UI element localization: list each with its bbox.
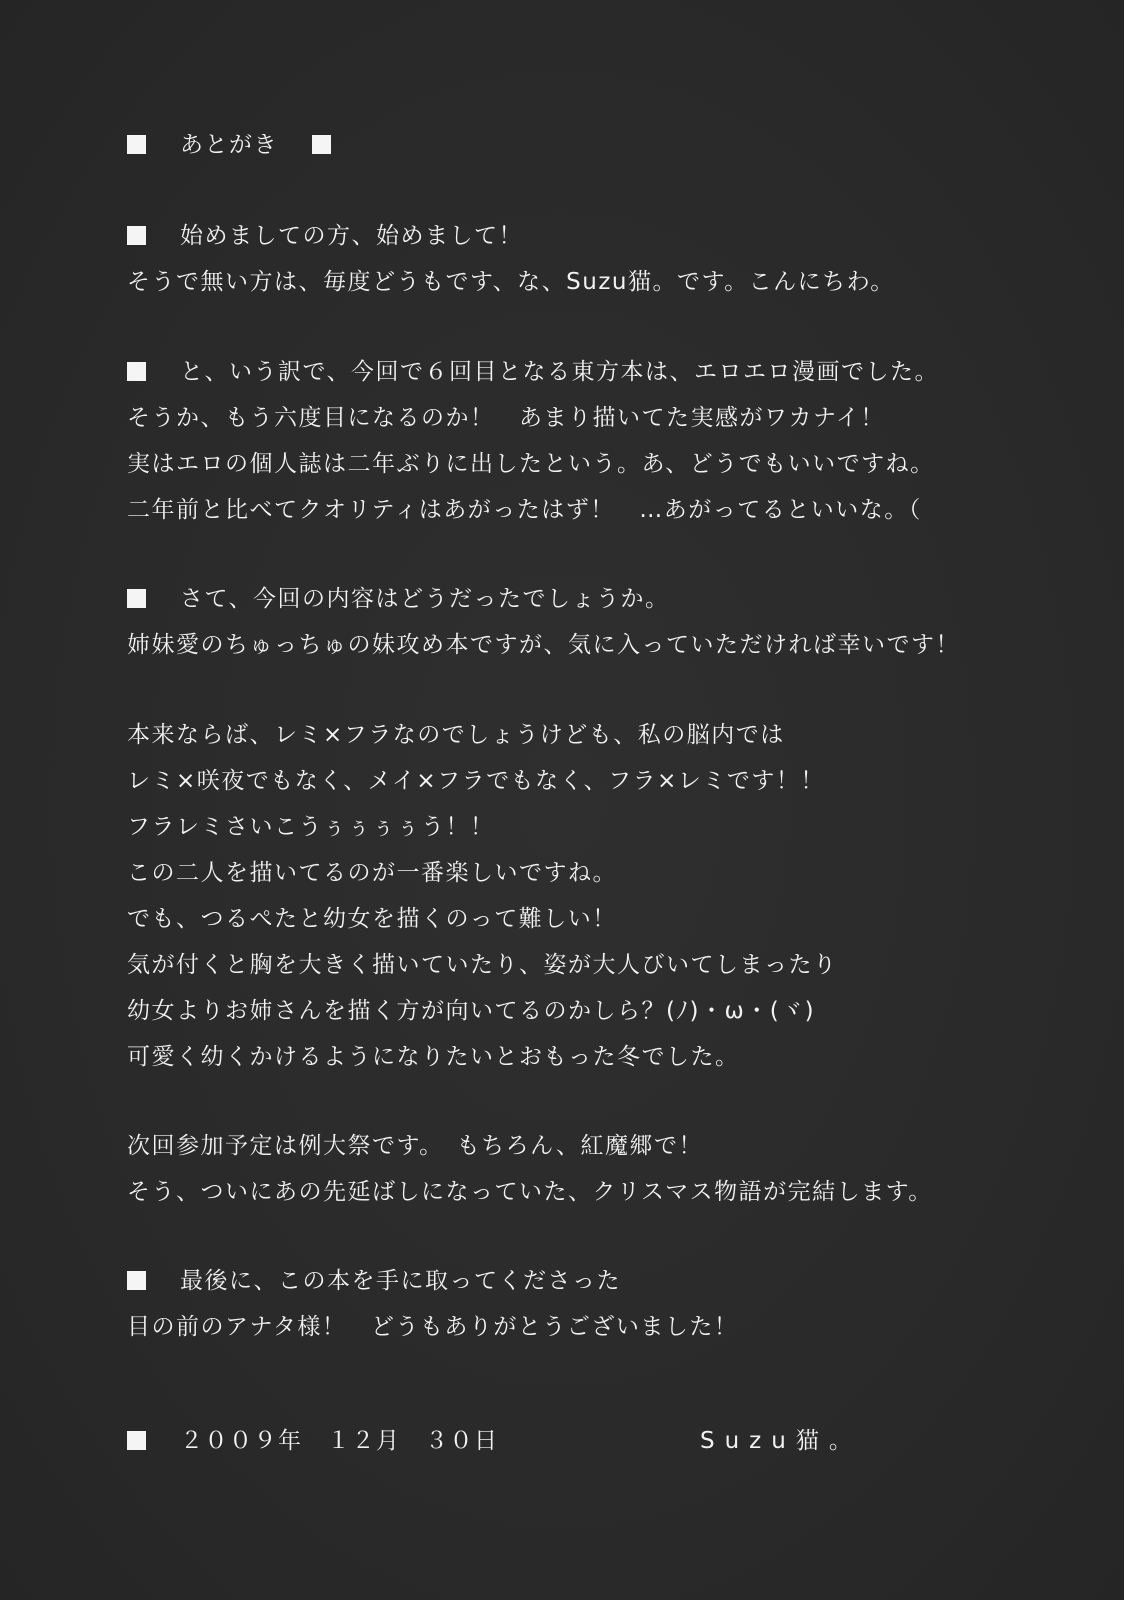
square-bullet-icon [127, 589, 146, 608]
text-line: でも、つるぺたと幼女を描くのって難しい！ [127, 906, 617, 932]
text-line: 最後に、この本を手に取ってくださった [127, 1270, 621, 1293]
signature: Suzu猫。 [700, 1428, 862, 1454]
square-bullet-icon [127, 1431, 146, 1450]
square-bullet-icon [127, 1271, 146, 1290]
text-line: 気が付くと胸を大きく描いていたり、姿が大人びいてしまったり [127, 952, 838, 978]
text-line: 実はエロの個人誌は二年ぶりに出したという。あ、どうでもいいですね。 [127, 451, 935, 477]
text-line: 幼女よりお姉さんを描く方が向いてるのかしら？(ﾉ)・ω・(ヾ) [127, 998, 816, 1024]
text-line: 次回参加予定は例大祭です。 もちろん、紅魔郷で！ [127, 1133, 704, 1159]
square-bullet-icon [127, 226, 146, 245]
text-line: 始めましての方、始めまして！ [127, 225, 523, 248]
text-line: と、いう訳で、今回で６回目となる東方本は、エロエロ漫画でした。 [127, 361, 939, 384]
square-bullet-icon [127, 135, 146, 154]
text-line: そうか、もう六度目になるのか！ あまり描いてた実感がワカナイ！ [127, 405, 885, 431]
text-line: 目の前のアナタ様！ どうもありがとうございました！ [127, 1314, 739, 1340]
text-line: 二年前と比べてクオリティはあがったはず！ …あがってるといいな。（ [127, 497, 922, 523]
text-line: そう、ついにあの先延ばしになっていた、クリスマス物語が完結します。 [127, 1179, 933, 1205]
text-line: 本来ならば、レミ×フラなのでしょうけども、私の脳内では [127, 722, 785, 748]
heading-title: あとがき [180, 132, 278, 158]
square-bullet-icon [127, 362, 146, 381]
date-text: ２００９年 １２月 ３０日 [180, 1428, 499, 1454]
square-bullet-icon [312, 135, 331, 154]
text-line: 可愛く幼くかけるようになりたいとおもった冬でした。 [127, 1044, 740, 1070]
afterword-heading [127, 134, 331, 157]
date-line [127, 1430, 499, 1453]
text-line: フラレミさいこうぅぅぅぅう！！ [127, 814, 495, 840]
text-line: 姉妹愛のちゅっちゅの妹攻め本ですが、気に入っていただければ幸いです！ [127, 632, 960, 658]
text-line: レミ×咲夜でもなく、メイ×フラでもなく、フラ×レミです！！ [127, 768, 825, 794]
text-line: さて、今回の内容はどうだったでしょうか。 [127, 588, 670, 611]
text-line: そうで無い方は、毎度どうもです、な、Suzu猫。です。こんにちわ。 [127, 269, 895, 295]
text-line: この二人を描いてるのが一番楽しいですね。 [127, 860, 617, 886]
